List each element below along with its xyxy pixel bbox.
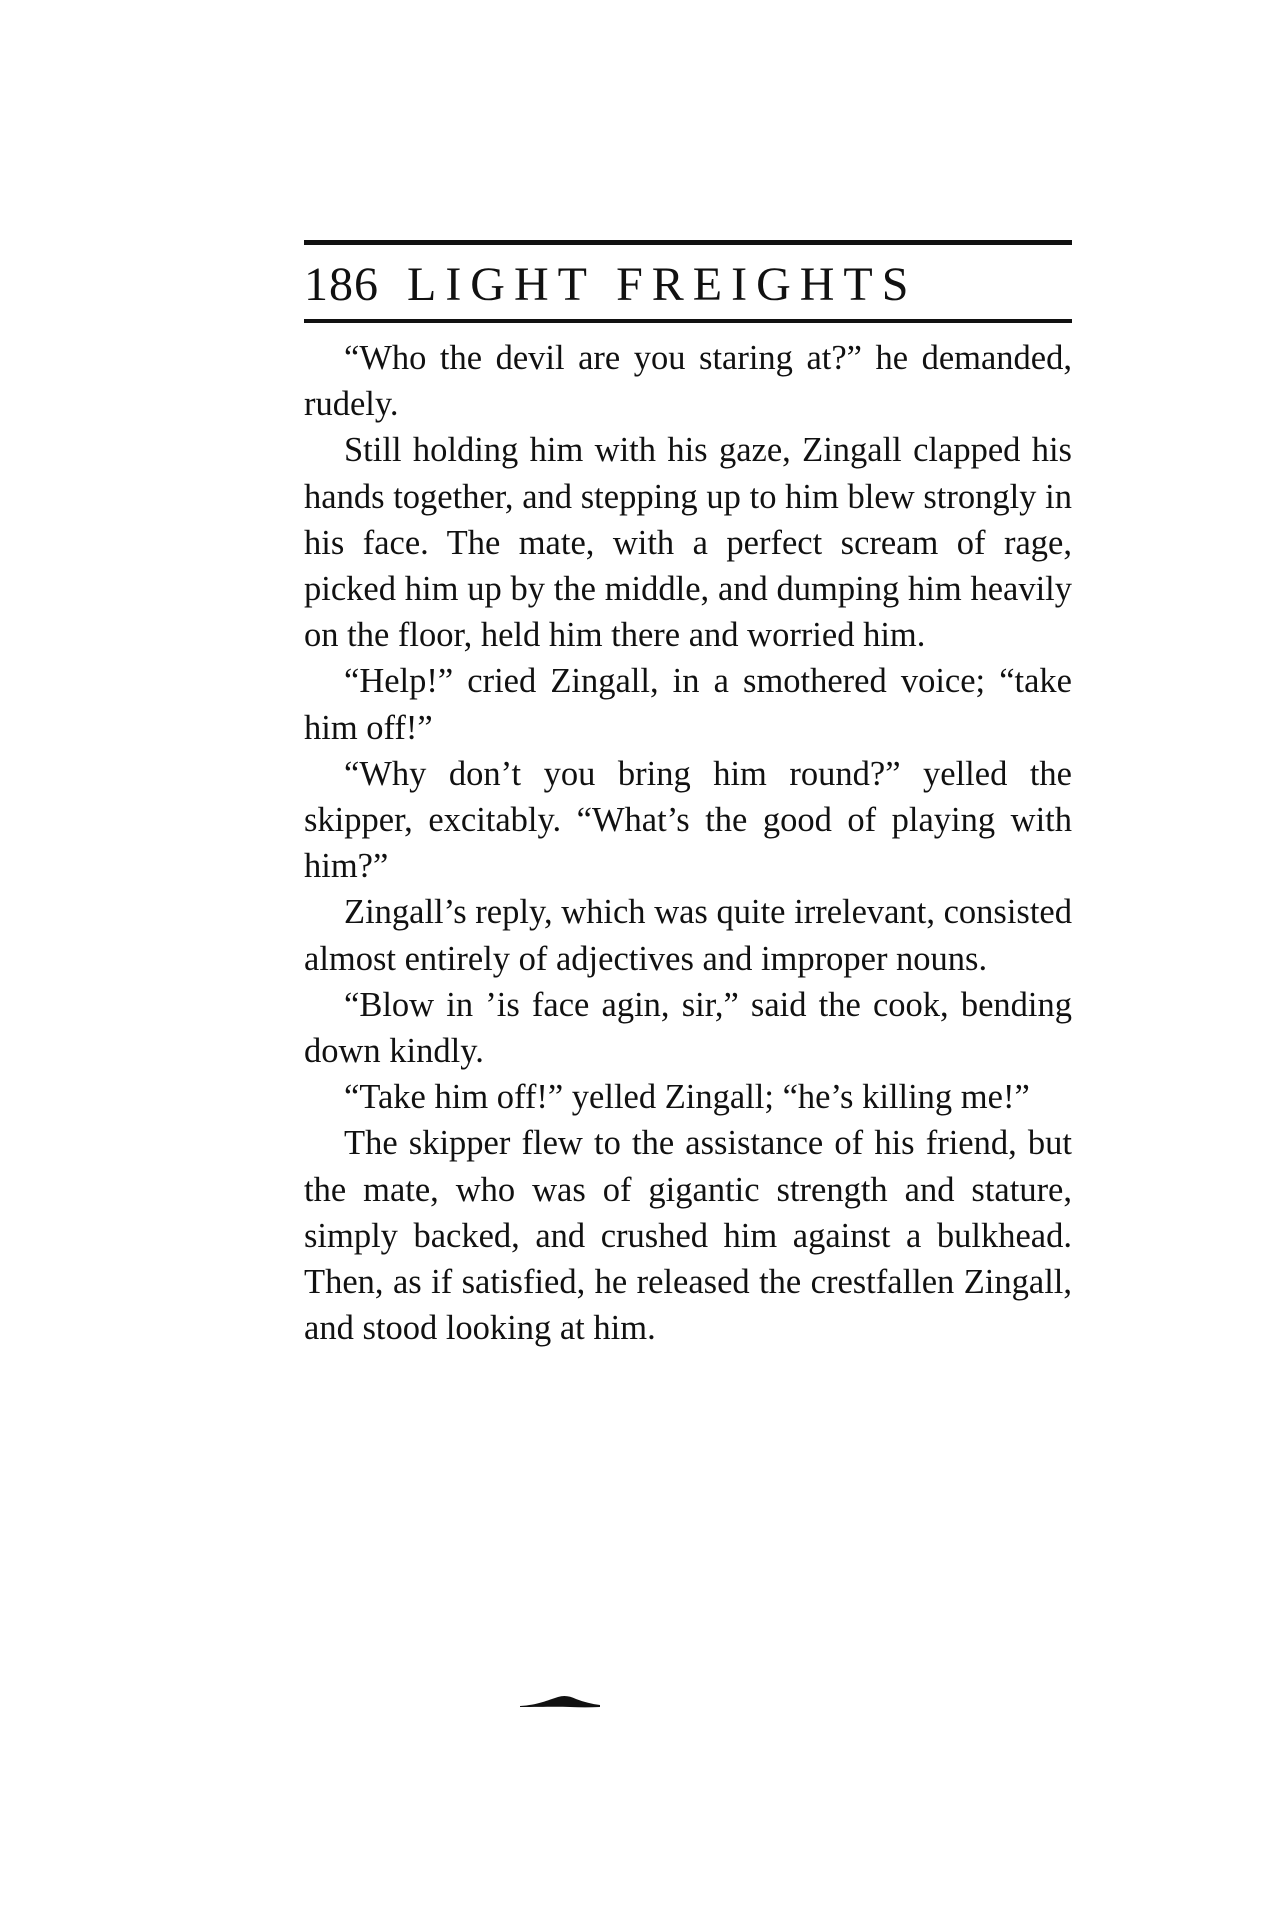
paragraph: “Blow in ’is face agin, sir,” said the cook, bending down kindly. — [304, 985, 1072, 1071]
running-title: LIGHT FREIGHTS — [407, 257, 918, 311]
paragraph: “Who the devil are you staring at?” he demanded, rudely. — [304, 339, 1072, 424]
paragraph: “Take him off!” yelled Zingall; “he’s killing me!” — [344, 1078, 1030, 1117]
paragraph: “Help!” cried Zingall, in a smothered voice; “take him off!” — [304, 662, 1072, 747]
paragraph: Still holding him with his gaze, Zingall clapped his hands together, and stepping up to him blew strongly in his face. The mate, with a perfect scream of rage, picked him up by the middle, and dumping him heavily on the floor, held him there and worried him. — [304, 431, 1072, 655]
header-bottom-rule — [304, 319, 1072, 323]
body-text — [304, 335, 1072, 1351]
page-number: 186 — [304, 257, 379, 311]
paragraph: Zingall’s reply, which was quite irrelevant, consisted almost entirely of adjectives and improper nouns. — [304, 893, 1072, 978]
paragraph: The skipper flew to the assistance of his friend, but the mate, who was of gigantic strength and stature, simply backed, and crushed him against a bulkhead. Then, as if satisfied, he released the crestfallen Zingall, and stood looking at him. — [304, 1124, 1072, 1348]
running-head — [304, 252, 1072, 316]
header-top-rule — [304, 240, 1072, 245]
paragraph: “Why don’t you bring him round?” yelled the skipper, excitably. “What’s the good of playing with him?” — [304, 754, 1072, 886]
tailpiece-ornament-icon — [520, 1694, 600, 1710]
